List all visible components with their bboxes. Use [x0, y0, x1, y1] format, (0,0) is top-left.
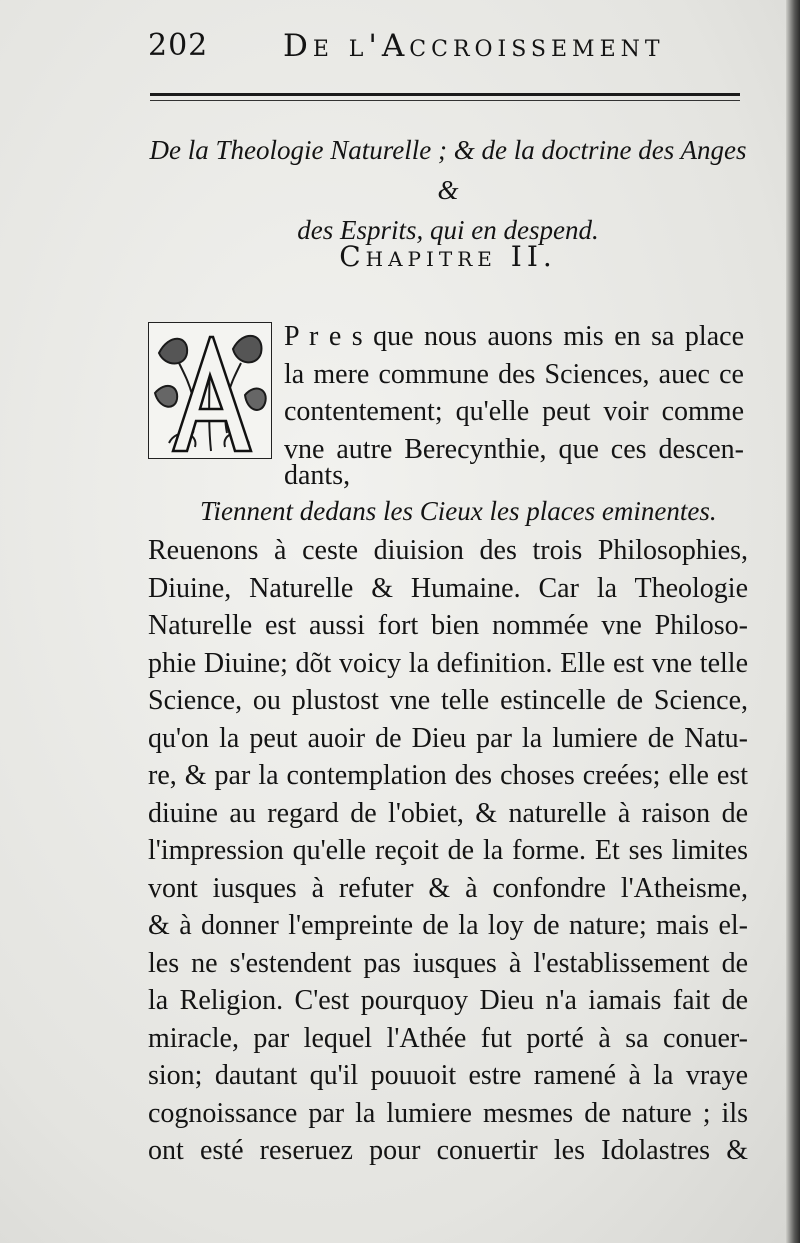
text-line: miracle, par lequel l'Athée fut porté à sa conuer- [148, 1022, 748, 1054]
page-number: 202 [148, 28, 209, 63]
section-title [148, 130, 748, 250]
header-rule [150, 93, 740, 96]
text-line: cognoissance par la lumiere mesmes de nature ; ils [148, 1097, 748, 1129]
text-line: ont esté reseruez pour conuertir les Idolastres & [148, 1135, 748, 1166]
text-line: contentement; qu'elle peut voir comme [284, 396, 744, 427]
text-line: diuine au regard de l'obiet, & naturelle à raison de [148, 797, 748, 829]
page-header [148, 28, 748, 68]
text-line: vont iusques à refuter & à confondre l'Atheisme, [148, 872, 748, 904]
text-line: Naturelle est aussi fort bien nommée vne Philoso- [148, 610, 748, 641]
floral-ornament-icon [149, 323, 271, 458]
text-line: Reuenons à ceste diuision des trois Philosophies, [148, 535, 748, 566]
section-title-line-2: des Esprits, qui en despend. [297, 215, 599, 245]
text-line: P r e s que nous auons mis en sa place [284, 321, 744, 352]
text-line: re, & par la contemplation des choses creées; elle est [148, 760, 748, 791]
text-line: & à donner l'empreinte de la loy de nature; mais el- [148, 910, 748, 941]
running-title: De l'Accroissement [283, 28, 665, 64]
header-rule-thin [150, 100, 740, 101]
verse-quotation: Tiennent dedans les Cieux les places eminentes. [200, 496, 717, 526]
page-gutter-shadow [786, 0, 800, 1243]
text-line: Diuine, Naturelle & Humaine. Car la Theologie [148, 572, 748, 604]
text-line: les ne s'estendent pas iusques à l'establissement de [148, 947, 748, 979]
text-line: dants, [284, 460, 351, 491]
chapter-heading: Chapitre II. [339, 240, 557, 273]
text-line: la Religion. C'est pourquoy Dieu n'a iamais fait de [148, 985, 748, 1016]
text-line: la mere commune des Sciences, auec ce [284, 358, 744, 390]
text-line: Science, ou plustost vne telle estincelle de Science, [148, 685, 748, 716]
text-line: sion; dautant qu'il pouuoit estre ramené à la vraye [148, 1060, 748, 1091]
text-line: phie Diuine; dõt voicy la definition. Elle est vne telle [148, 647, 748, 679]
text-line: l'impression qu'elle reçoit de la forme. Et ses limites [148, 835, 748, 866]
opening-paragraph [284, 318, 744, 468]
text-line: qu'on la peut auoir de Dieu par la lumiere de Natu- [148, 722, 748, 754]
section-title-line-1: De la Theologie Naturelle ; & de la doctrine des Anges & [149, 135, 747, 205]
body-text [148, 532, 748, 1170]
text-line: vne autre Berecynthie, que ces descen- [284, 433, 744, 465]
decorated-initial-letter [148, 322, 272, 459]
